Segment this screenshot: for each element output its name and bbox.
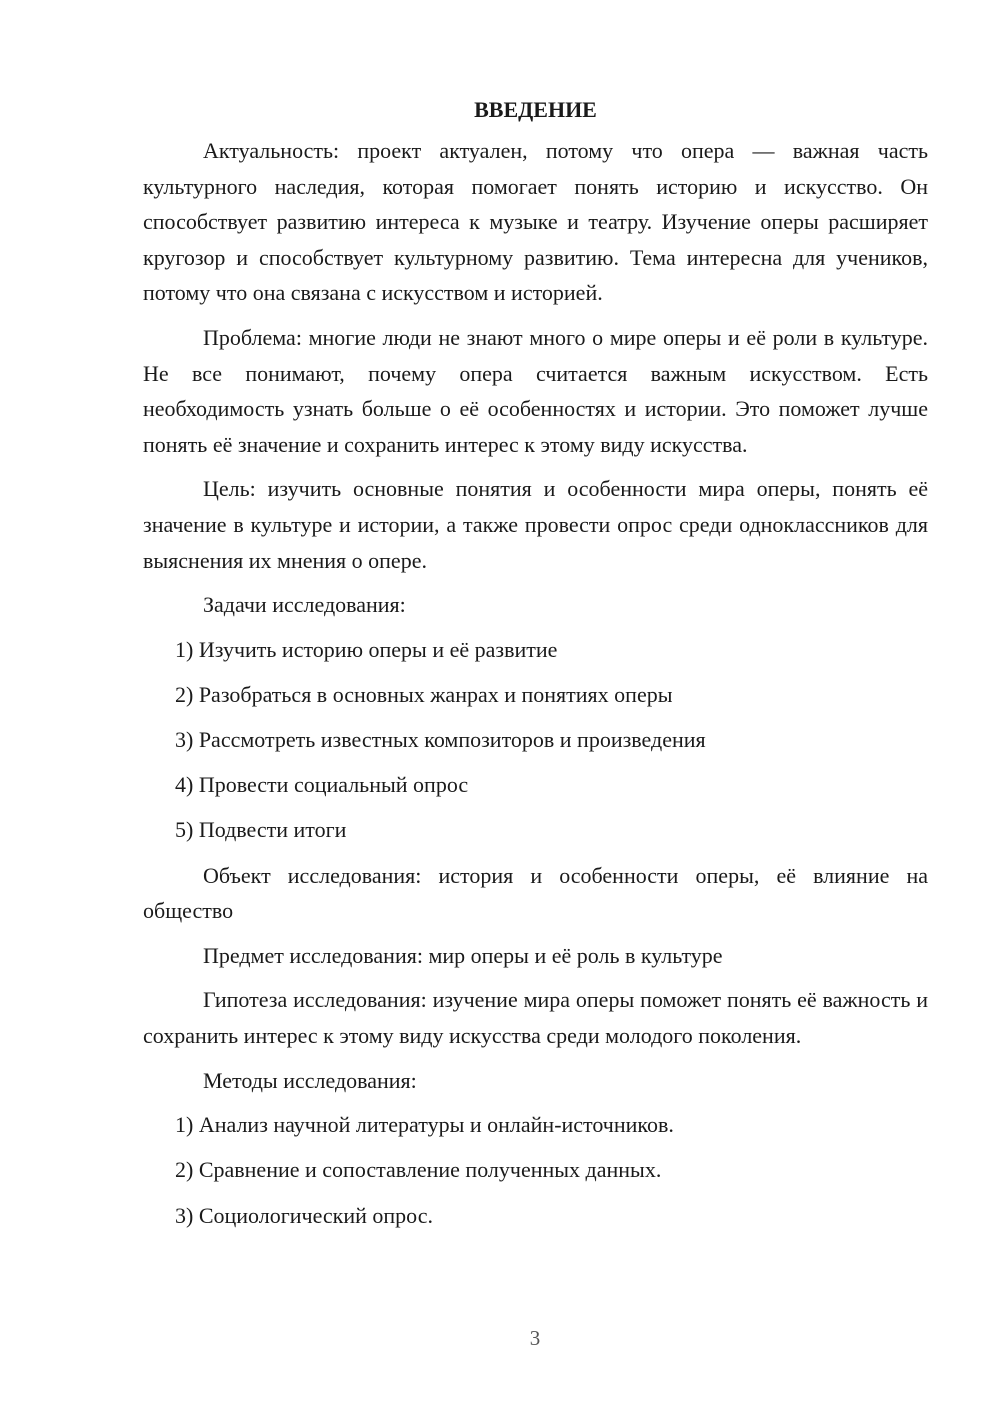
task-item-1: 1) Изучить историю оперы и её развитие [175,636,558,662]
object-paragraph: Объект исследования: история и особенности оперы, её влияние на общество [143,862,928,924]
task-item-4: 4) Провести социальный опрос [175,772,469,798]
task-item-5: 5) Подвести итоги [175,817,347,843]
document-page [143,92,928,1243]
subject-paragraph: Предмет исследования: мир оперы и её роль в культуре [203,942,723,968]
page-title: ВВЕДЕНИЕ [474,97,597,122]
method-item-3: 3) Социологический опрос. [175,1202,433,1228]
method-item-1: 1) Анализ научной литературы и онлайн-источников. [175,1112,674,1138]
methods-heading: Методы исследования: [203,1067,417,1093]
relevance-paragraph: Актуальность: проект актуален, потому что опера — важная часть культурного наследия, которая помогает понять историю и искусство. Он способствует развитию интереса к музыке и театру. Изучение оперы расширяет кругозор и способствует культурному развитию. Тема интересна для учеников, потому что она связана с искусством и историей. [143,138,928,306]
problem-paragraph: Проблема: многие люди не знают много о мире оперы и её роли в культуре. Не все понимают, почему опера считается важным искусством. Есть необходимость узнать больше о её особенностях и истории. Это поможет лучше понять её значение и сохранить интерес к этому виду искусства. [143,324,928,457]
task-item-3: 3) Рассмотреть известных композиторов и произведения [175,727,706,753]
tasks-heading: Задачи исследования: [203,592,406,618]
task-item-2: 2) Разобраться в основных жанрах и понятиях оперы [175,681,673,707]
hypothesis-paragraph: Гипотеза исследования: изучение мира оперы поможет понять её важность и сохранить интерес к этому виду искусства среди молодого поколения. [143,987,928,1049]
goal-paragraph: Цель: изучить основные понятия и особенности мира оперы, понять её значение в культуре и истории, а также провести опрос среди одноклассников для выяснения их мнения о опере. [143,476,928,573]
page-number: 3 [529,1326,541,1350]
method-item-2: 2) Сравнение и сопоставление полученных данных. [175,1157,662,1183]
